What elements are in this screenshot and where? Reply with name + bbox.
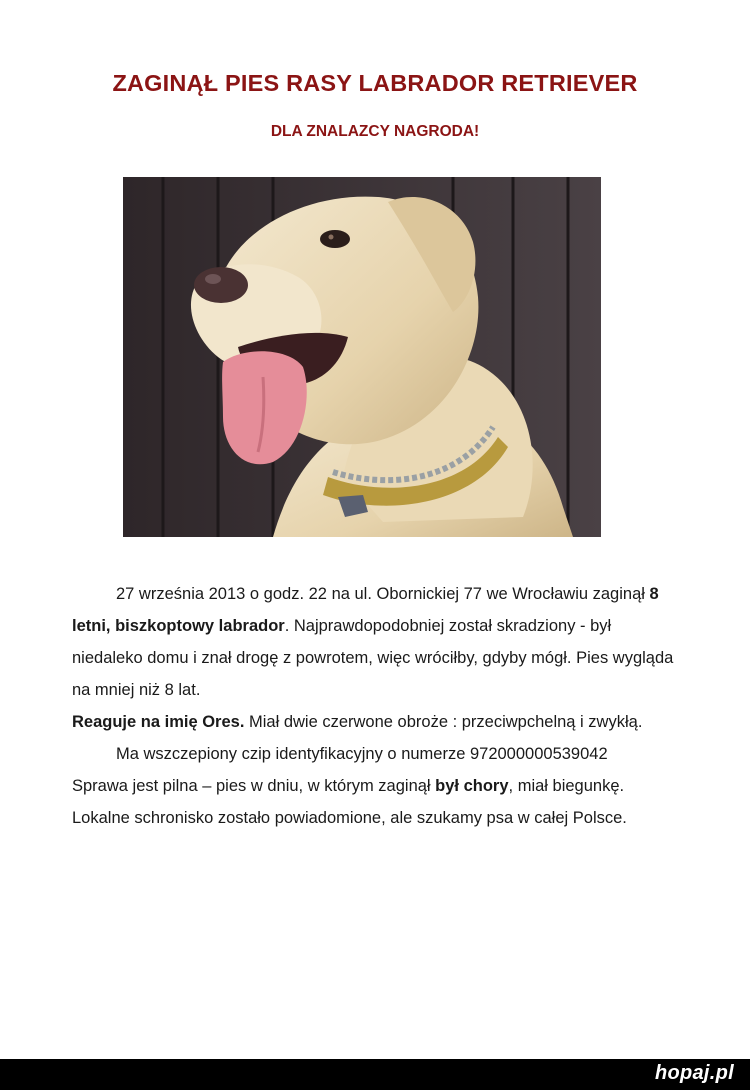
dog-name: Reaguje na imię Ores. (72, 713, 245, 731)
hopaj-logo[interactable]: hopaj.pl (654, 1062, 734, 1084)
sick-note: był chory (435, 777, 509, 795)
poster-title: ZAGINĄŁ PIES RASY LABRADOR RETRIEVER (112, 70, 638, 96)
dog-age-breed: 8 letni, biszkoptowy labrador (72, 585, 659, 635)
description (72, 578, 682, 834)
paragraph-urgent: Sprawa jest pilna – pies w dniu, w którym zaginął był chory, miał biegunkę. (72, 777, 625, 795)
dog-photo (123, 177, 601, 537)
paragraph-disappearance: 27 września 2013 o godz. 22 na ul. Obornickiej 77 we Wrocławiu zaginął 8 letni, biszkoptowy labrador. Najprawdopodobniej został skradziony - był niedaleko domu i znał drogę z powrotem, więc wróciłby, gdyby mógł. Pies wygląda na mniej niż 8 lat. (72, 585, 674, 699)
paragraph-shelter: Lokalne schronisko zostało powiadomione, ale szukamy psa w całej Polsce. (72, 809, 627, 827)
footer-bar (0, 1059, 750, 1090)
paragraph-name: Reaguje na imię Ores. Miał dwie czerwone obroże : przeciwpchelną i zwykłą. (72, 713, 643, 731)
reward-subtitle: DLA ZNALAZCY NAGRODA! (270, 123, 480, 140)
paragraph-chip: Ma wszczepiony czip identyfikacyjny o numerze 972000000539042 (116, 745, 608, 763)
